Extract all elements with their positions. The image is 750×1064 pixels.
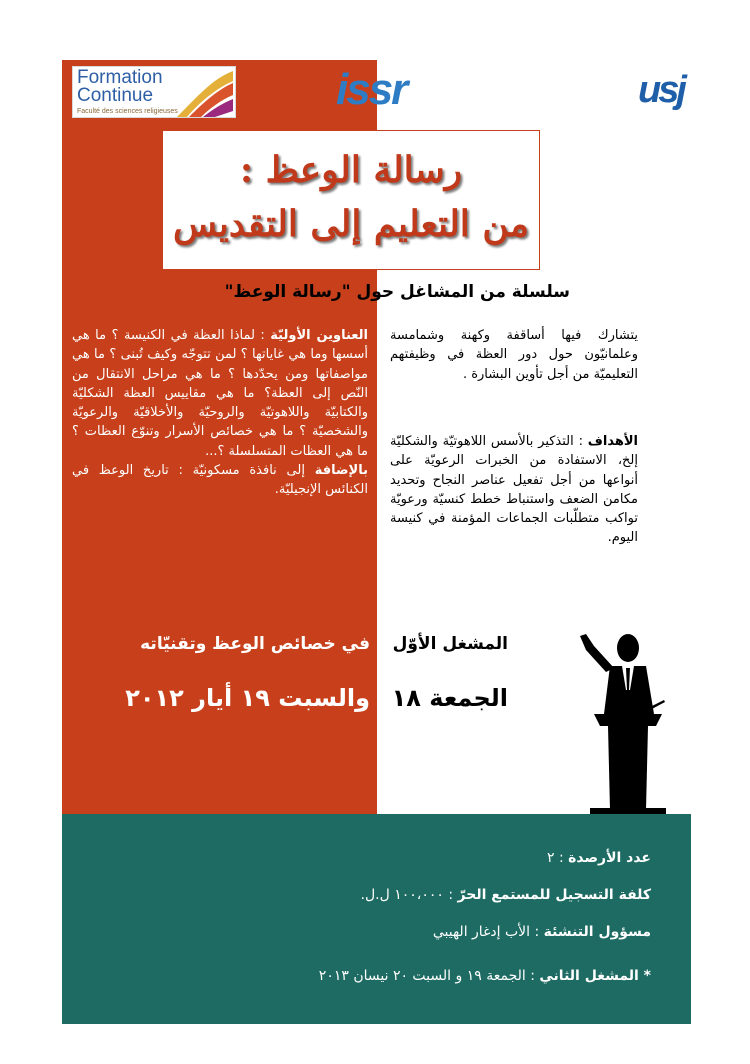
organizer-value: : الأب إدغار الهيبي <box>432 924 540 940</box>
credits-value: : ٢ <box>546 850 564 866</box>
info-footer <box>62 814 691 1024</box>
formation-swoosh-icon <box>167 67 235 118</box>
workshop2-label: * المشغل الثاني <box>539 968 651 984</box>
workshop1-days: الجمعة ١٨ <box>391 684 508 712</box>
speaker-podium-icon <box>566 630 676 820</box>
fee-line <box>361 887 651 903</box>
fee-label: كلفة التسجيل للمستمع الحرّ <box>457 887 651 903</box>
issr-logo: issr <box>336 65 407 114</box>
topics-extra-body: إلى نافذة مسكونيّة : تاريخ الوعظ في الكنائس الإنجيليّة. <box>72 463 368 498</box>
title-box <box>162 130 540 270</box>
fee-value: : ١٠٠،٠٠٠ ل.ل. <box>360 887 454 903</box>
topics-extra-label: بالإضافة <box>314 463 368 479</box>
topics-body: : لماذا العظة في الكنيسة ؟ ما هي أسسها وما هي غاياتها ؟ لمن تتوجّه وكيف تُبنى ؟ ما هي مواصفاتها ومن يحدّدها ؟ ما هي مراحل الانتقال من النّص إلى العظة؟ ما هي مقاييس العظة الشكليّة والكتابيّة واللاهوتيّة والروحيّة والأخلاقيّة والرعويّة والشخصيّة ؟ ما هي خصائص الأسرار وتنوّع العظات ؟ ما هي العظات المتسلسلة ؟... <box>72 328 368 459</box>
organizer-line <box>433 924 651 940</box>
goals-body: : التذكير بالأسس اللاهوتيّة والشكليّة إلخ، الاستفادة من الخبرات الرعويّة على أنواعها من أجل تفعيل عناصر النجاح وتحديد مكامن الضعف واستنباط خطط كنسيّة ورعويّة تواكب متطلّبات الجماعات المؤمنة في كنيسة اليوم. <box>390 434 638 546</box>
workshop2-line <box>319 968 651 984</box>
formation-continue-logo <box>72 66 236 118</box>
title-line-1: رسالة الوعظ : <box>239 149 463 191</box>
workshop2-value: : الجمعة ١٩ و السبت ٢٠ نيسان ٢٠١٣ <box>318 968 535 984</box>
series-heading: سلسلة من المشاغل حول "رسالة الوعظ" <box>224 282 570 302</box>
workshop1-label: المشغل الأوّل <box>392 634 508 654</box>
workshop1-topic: في خصائص الوعظ وتقنيّاته <box>140 634 370 654</box>
goals-label: الأهداف <box>587 434 638 449</box>
credits-line <box>547 850 651 866</box>
formation-logo-line2: Continue <box>77 85 154 106</box>
formation-logo-subtitle: Faculté des sciences religieuses <box>77 108 178 115</box>
workshop1-dates: والسبت ١٩ أيار ٢٠١٢ <box>125 684 370 712</box>
intro-paragraph: يتشارك فيها أساقفة وكهنة وشمامسة وعلمانيّون حول دور العظة في وظيفتهم التعليميّة من أجل تأوين البشارة . <box>390 328 638 382</box>
title-line-2: من التعليم إلى التقديس <box>172 203 530 245</box>
credits-label: عدد الأرصدة <box>568 850 651 866</box>
formation-logo-line1: Formation <box>77 67 163 88</box>
goals-paragraph <box>390 432 638 548</box>
usj-logo: usj <box>638 69 684 111</box>
topics-label: العناوين الأوليّة <box>270 328 368 343</box>
organizer-label: مسؤول التنشئة <box>543 924 651 940</box>
topics-paragraph <box>72 326 368 500</box>
